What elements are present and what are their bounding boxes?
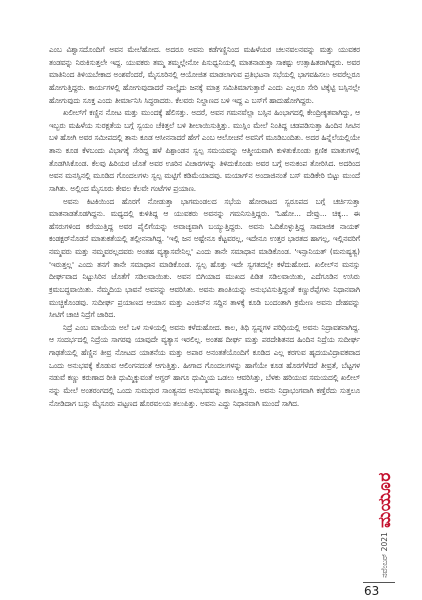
- paragraph: ಖಲೀಲ್‌ಗೆ ಕಣ್ಣಿನ ನೋಟ ಮತ್ತು ಮುಂದಕ್ಕೆ ಹೆಲಿಸತ್ತು. ಅದರೆ, ಅವನ ಗಮನವೆಲ್ಲಾ ಬಸ್ಸಿನ ಹಿಂಭಾಗದಲ್ಲಿ ಕೇಂದ್ರೀಕೃತವಾಗಿದ್ದು, ಆ ಇಬ್ಬರು ಮಹಿಳೆಯ ಸುರಕ್ಷತೆಯ ಬಗ್ಗೆ ಸ್ವಯಂ ಚೆಕಿತ್ತಲೆ ಬಳಿ ಶೀಲಾಯಿಸುತ್ತಿತ್ತು. ಮುಸ್ಲಿಂ ಮೇಲೆ ನಿಂತಿದ್ದ ಚಡಪಡಿಸುತ್ತಾ ಹಿಂದಿನ ಸೀಟಿನ ಬಳಿ ಹೋಗಿ ಅವರ ಸಮೀಪದಲ್ಲಿ ತಾನು ಕೂಡ ಆಸೀನನಾದರೆ ಹೇಗೆ ಎಂಬ ಆಲೋಚನೆ ಅವನಿಗೆ ಮೂಡಿಬಂದಿತು. ಅದರ ಹಿನ್ನೆಲೆಯಲ್ಲಿಯೇ ತಾನು ಕೂಡ ಕೆಳಬಂದು ವಿಭಾಗಕ್ಕೆ ಸೇರಿದ್ದ ಹಳೆ ಪಿಶ್ಪಾಂಡನ ಸ್ವಲ್ಪ ಸಮಯವನ್ನು ಆತ್ಮೀಯವಾಗಿ ಕುಳಿತುಕೊಂಡು ಕ್ಷಣಿಕ ಮಾತುಗಳಲ್ಲಿ ತೊಡಗಿಸಿಕೊಂಡ. ಕೆಲವು ಹಿರಿಯರ ಜೊತೆ ಅವರ ಊರಿನ ವಿಚಾರಗಳನ್ನು ತಿಳಿದುಕೊಂಡು ಅವರ ಬಗ್ಗೆ ಅನುಕಂಪ ತೋರಿಸಿದ. ಅದರಿಂದ ಅವನ ಮನಸ್ಸಿನಲ್ಲಿ ಮೂಡಿದ ಗೊಂದಲಗಳು ಸ್ವಲ್ಪ ಮಟ್ಟಿಗೆ ಕಡಿಮೆಯಾದವು. ಮಯಾಗ್‌ನ ಅಂದಾಜಿನಂತೆ ಬಸ್ ಮಡಿಕೇರಿ ಬಿಟ್ಟು ಮುಂದೆ ಸಾಗಿತು. ಅಲ್ಲಿಂದ ಮೈಸೂರು ಕೇವಲ ಕೆಲವೇ ಗಂಟೆಗಳ ಪ್ರಯಾಣ.: [49, 108, 360, 193]
- paragraph: ನಿದ್ರೆ ಎಂಬ ಮಾಯೆಯ ಅಲೆ ಒಳ ಸುಳಿಯಲ್ಲಿ ಅವನು ಕಳೆದುಹೋದ. ಕಾಲ, ತಿಥಿ ಸ್ವಪ್ನಗಳ ಪರಿಧಿಯಲ್ಲಿ ಅವನು ನಿದ್ರಾವಶನಾಗಿದ್ದ. ಆ ಸಂದರ್ಭದಲ್ಲಿ ನಿದ್ರೆಯ ಸಾಗರವು ಯಾವುದೇ ವ್ಯತ್ಯಾಸ ಇರಲಿಲ್ಲ. ಅಂತಹ ದೀರ್ಘ ಮತ್ತು ಪರದೇಶಿತನದ ಹಿಂದಿನ ನಿದ್ರೆಯ ಸುದೀರ್ಘ ಗಾಢತೆಯಲ್ಲಿ ಹೆಣ್ಣಿನ ತೀವ್ರ ನೋಟದ ಯಾತನೆಯ ಮತ್ತು ಅಪಾರ ಅನಂತತೆಯೊಂದಿಗೆ ಕೂಡಿದ ಎಲ್ಲ ಕರಗುವ ಹೃದಯವಿದ್ರಾವಕವಾದ ಒಂದು ಅನುಭವಕ್ಕೆ ಕೊಡುವ ಆಲಿಂಗನದಂತೆ ಆಗುತ್ತಿತ್ತು. ಹೀಗಾದ ಗೊಂದಲಗಳನ್ನು ಹಾಗೆಯೇ ಕೂಡ ಹೊರಗೆಳೆದರೆ ತೀವ್ರತೆ, ಬೆಟ್ಟಗಳ ನಡುವೆ ಕಣ್ಣು ಕರುಣಾದ ರೀತಿ ಧುಮ್ಮಿಕ್ಕುವಂತೆ ಅಗ್ದರ್ ಹಾಗೂ ಧುಮ್ಮಿಯ ಒಡಲು ಆವರಿಸಿತ್ತು, ಬೆಳಕು ಹರಿಯುವ ಸಮಯದಲ್ಲಿ ಖಲೀಲ್ ನನ್ನು ಮೇಲೆ ಅಂತರಂಗದಲ್ಲಿ ಒಂದು ಸುಮಧುರ ಸಾಂತ್ವನದ ಅನುಭವವನ್ನು ಕಾಣುತ್ತಿದ್ದನು. ಅವನು ನಿದ್ರಾಭಂಗವಾಗಿ ಕಣ್ತೆರೆದು ಸುತ್ತಲೂ ನೋಡಿದಾಗ ಬಸ್ಸು ಮೈಸೂರು ಪಟ್ಟಣದ ಹೊರವಲಯ ತಲುಪಿತ್ತು. ಅವನು ಎದ್ದು ನಿಧಾನವಾಗಿ ಮುಂದೆ ಸಾಗಿದ.: [49, 322, 360, 408]
- magazine-masthead: [370, 470, 400, 530]
- paragraph: ಎಂಬ ವಿಶ್ವಾಸದೊಂದಿಗೆ ಅವನ ಮೇಲೆಹೋದ. ಅದರೂ ಅವನು ಕಡೆಗಣ್ಣಿನಿಂದ ಮಹಿಳೆಯರ ಚಲನವಲನವನ್ನು ಮತ್ತು ಯುವಕರ ತಂಡವನ್ನು ನಿರುಕಿಸುತ್ತಲೇ ಇದ್ದ. ಯುವಕರು ತಮ್ಮ ತಮ್ಮಲ್ಲೇನೋ ಪಿಸುಧ್ವನಿಯಲ್ಲಿ ಮಾತನಾಡುತ್ತಾ ಸಾಕಷ್ಟು ಉತ್ಸಾಹಿತರಾಗಿದ್ದರು. ಅವರ ಮಾತಿನಿಂದ ತಿಳಿಯಬೇಕಾದ ಅಂಶವೆಂದರೆ, ಮೈಸೂರಿನಲ್ಲಿ ಆಯೋಜಿತ ಮಾಡಲಾಗುವ ಪ್ರತಿಭಟನಾ ಸಭೆಯಲ್ಲಿ ಭಾಗವಹಿಸಲು ಅವರೆಲ್ಲರೂ ಹೋಗುತ್ತಿದ್ದರು. ಕಾರ್ಯಗಳಲ್ಲಿ ಹೋಗುವುದಾದರೆ ನಾಲ್ಕೈದು ಜನಕ್ಕೆ ಮಾತ್ರ ಸಮಿತಿಮಾಗುತ್ತಾರೆ ಎಂದು ಎಲ್ಲರೂ ಸೇರಿ ಟಿಕ್ಕೆಟ್ಟಿ ಬಸ್ಸಿನಲ್ಲೇ ಹೋಗುವುದು ಸೂಕ್ತ ಎಂದು ತೀರ್ಮಾನಿಸಿ ಸಿದ್ಧರಾದರು. ಕೆಲವರು ನಿಲ್ದಾಣದ ಬಳಿ ಇದ್ದ ಎ ಬಸ್‌ಗೆ ಹಾದುಹೋಗಿದ್ದರು.: [49, 45, 360, 105]
- edition-label: ನವೆಂಬರ್ 2021: [380, 532, 389, 578]
- paragraph: ಅವನು ಕಿಟಕಿಯಿಂದ ಹೊರಗೆ ನೋಡುತ್ತಾ ಭಾಗಮಂಡಲದ ಸಭೆಯ ಹೋರಾಟದ ಸ್ವರೂಪದ ಬಗ್ಗೆ ಚರ್ಚಿಸುತ್ತಾ ಮಾತನಾಡತೊಡಗಿದ್ದನು. ಮಧ್ಯದಲ್ಲಿ ಕುಳಿತಿದ್ದ ಆ ಯುವಕರು ಅವನನ್ನು ಗಮನಿಸುತ್ತಿದ್ದರು. 'ಓಹೋ... ದೇವ್ರು... ಚಿಕ್ಕ... ಈ ಹೆಸರುಗಳಿಂದ ಕರೆಯುತ್ತಿದ್ದ ಅವರ ಪೈಲಿಗೆಯನ್ನು ಅವಾಚ್ಯವಾಗಿ ಬಯ್ಯುತ್ತಿದ್ದರು. ಅವನು ಓದಿಕೊಳ್ಳುತ್ತಿದ್ದ ಸಾಮಾಜಿಕ ನಾಯಕ್ ಕಂಡಕ್ಟರ್‌ನೊಡನೆ ಮಾತುಕತೆಯಲ್ಲಿ ತಲ್ಲೀನನಾಗಿದ್ದ. 'ಇಲ್ಲಿ ಜನ ಅಷ್ಟೇನೂ ಕೆಟ್ಟವರಲ್ಲ, ಇದೇನೂ ಉತ್ತರ ಭಾರತದ ಹಾಗಲ್ಲ, ಇಲ್ಲಿನವರಿಗೆ ನಮ್ಮವರು ಮತ್ತು ನಮ್ಮವರಲ್ಲದವರು ಅಂತಹ ವ್ಯತ್ಯಾಸವೇನಿಲ್ಲ' ಎಂದು ತಾನೇ ಸಮಾಧಾನ ಮಾಡಿಕೊಂಡ. 'ಇನ್ಸಾನಿಯತ್ (ಮನುಷ್ಯತ್ವ) 'ಇರುತ್ತಲ್ಲ' ಎಂದು ತನಗೆ ತಾನೇ ಸಮಾಧಾನ ಮಾಡಿಕೊಂಡ. ಸ್ವಲ್ಪ ಹೊತ್ತು ಇದೇ ಸ್ವಗತದಲ್ಲೇ ಕಳೆದುಹೋದ. ಖಲೀಲ್‌ನ ಮನಸ್ಸು ದೀರ್ಘವಾದ ನಿಟ್ಟುಸಿರಿನ ಜೊತೆಗೆ ಸಡಿಲವಾಯಿತು. ಅವನ ಬಿಗಿಯಾದ ಮುಖದ ಪಿಡಿತ ಸಡಿಲವಾಯಿತು, ಎದೆಗೂಡಿನ ಉಸಿರು ಕ್ರಮಬದ್ಧವಾಯಿತು. ನೆಮ್ಮದಿಯ ಭಾವನೆ ಅವನನ್ನು ಆವರಿಸಿತು. ಅವನು ಶಾಂತಿಯನ್ನು ಅನುಭವಿಸುತ್ತಿದ್ದಂತೆ ಕಣ್ಣುರೆಪ್ಪೆಗಳು ನಿಧಾನವಾಗಿ ಮುಚ್ಚಿಕೊಂಡವು. ಸುದೀರ್ಘ ಪ್ರಯಾಣದ ಆಯಾಸ ಮತ್ತು ಎಂಜಿನ್‌ನ ಸದ್ದಿನ ತಾಳಕ್ಕೆ ಕೂಡಿ ಬಂದಂತಾಗಿ ಕ್ರಮೇಣ ಅವನು ದೇಹವನ್ನು ಸೀಟಿಗೆ ಚಾಚಿ ನಿದ್ರೆಗೆ ಜಾರಿದ.: [49, 196, 360, 320]
- page-number-rule: [363, 582, 395, 583]
- page-number: 63: [364, 584, 380, 598]
- masthead-title: ಮಯೂರ: [375, 472, 395, 528]
- edition-label-wrap: [374, 532, 396, 578]
- article-body: [49, 44, 360, 410]
